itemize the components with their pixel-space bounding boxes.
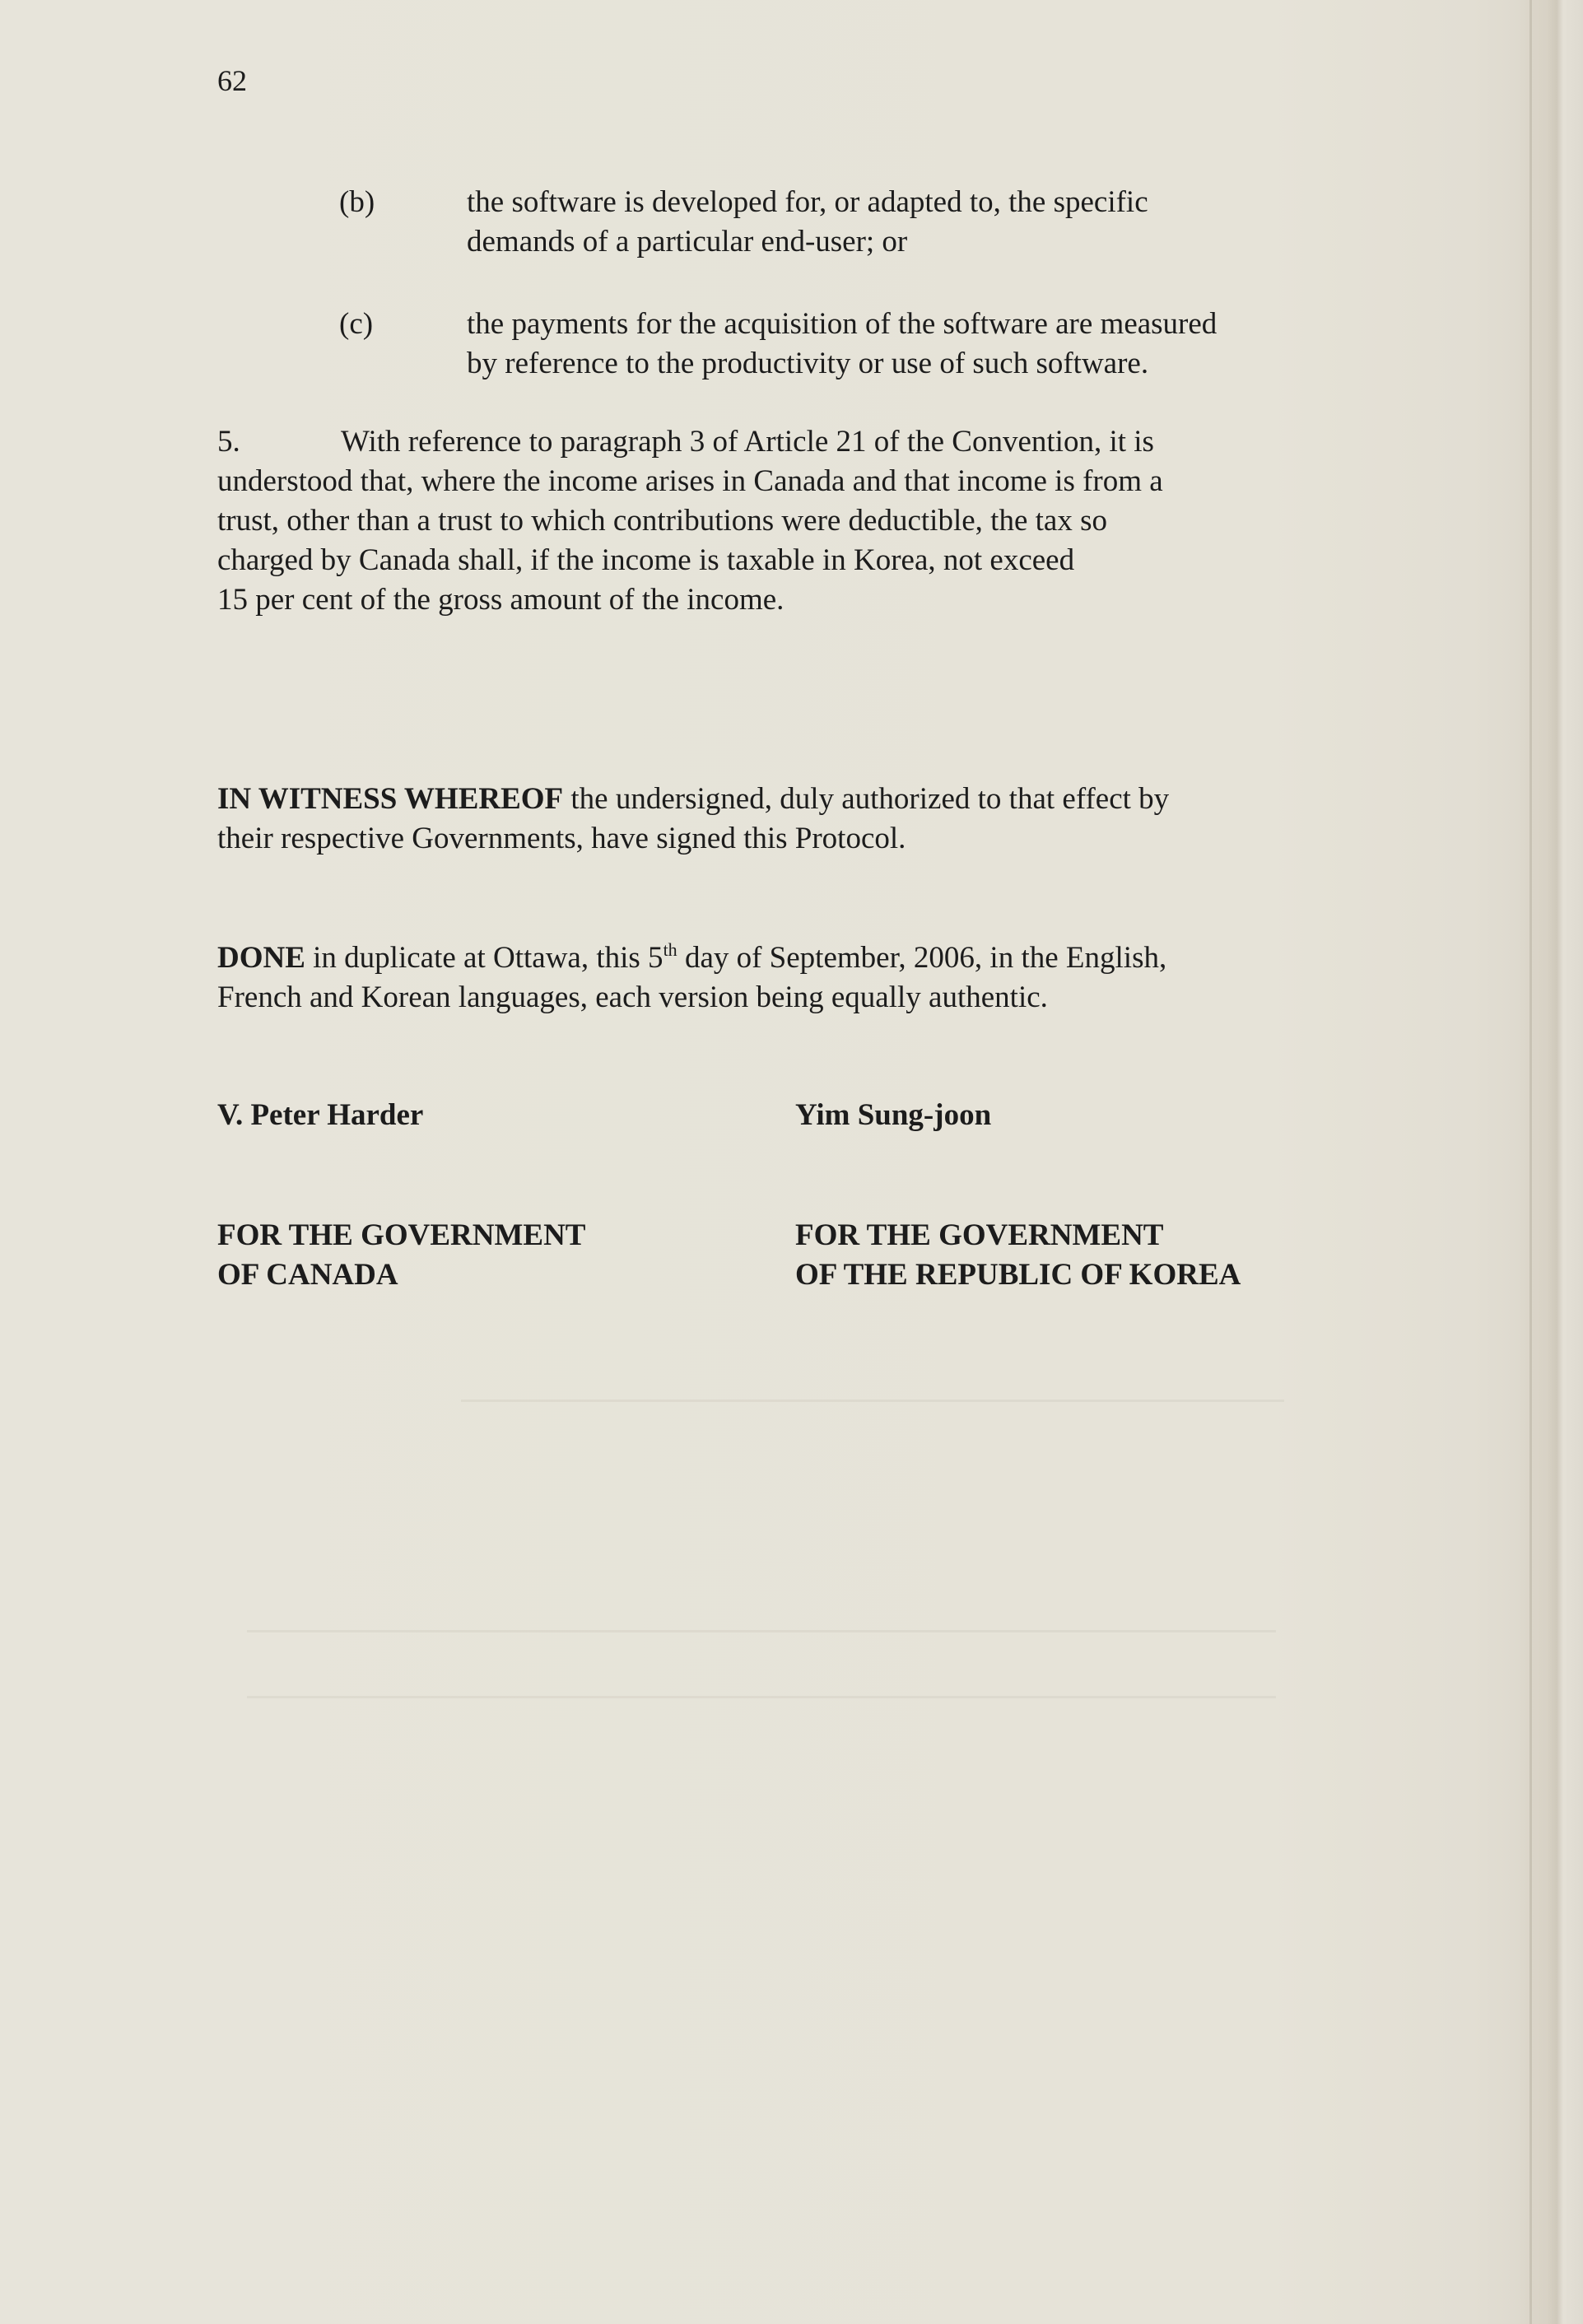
list-item-text — [467, 305, 1339, 384]
government-block-right — [795, 1216, 1241, 1295]
government-line: OF CANADA — [217, 1258, 398, 1292]
text-line: demands of a particular end-user; or — [467, 225, 908, 258]
government-line: OF THE REPUBLIC OF KOREA — [795, 1258, 1241, 1292]
list-marker: (b) — [339, 185, 375, 219]
text-line-content: the undersigned, duly authorized to that effect by — [563, 782, 1170, 816]
government-line: FOR THE GOVERNMENT — [795, 1218, 1164, 1252]
ordinal-suffix: th — [663, 939, 677, 960]
text-line: understood that, where the income arises in Canada and that income is from a — [217, 464, 1163, 498]
list-item-text — [467, 183, 1339, 262]
list-marker: (c) — [339, 307, 374, 341]
signatory-name-right: Yim Sung-joon — [795, 1098, 992, 1132]
government-block-left — [217, 1216, 585, 1295]
text-line: French and Korean languages, each version being equally authentic. — [217, 980, 1048, 1014]
text-line-content: With reference to paragraph 3 of Article 21 of the Convention, it is — [341, 425, 1154, 459]
page-number: 62 — [217, 64, 247, 97]
text-line — [217, 938, 1312, 978]
done-clause — [217, 938, 1312, 1018]
text-line — [217, 780, 1312, 819]
government-line: FOR THE GOVERNMENT — [217, 1218, 586, 1252]
text-line-content: in duplicate at Ottawa, this 5 — [305, 941, 663, 975]
done-lead: DONE — [217, 941, 305, 975]
paragraph-5 — [217, 422, 1312, 620]
text-line: trust, other than a trust to which contributions were deductible, the tax so — [217, 504, 1107, 538]
text-line: by reference to the productivity or use of such software. — [467, 347, 1149, 380]
text-line: their respective Governments, have signed this Protocol. — [217, 822, 906, 855]
page-edge-shadow — [1517, 0, 1583, 2324]
text-line: charged by Canada shall, if the income is taxable in Korea, not exceed — [217, 543, 1075, 577]
text-line: the software is developed for, or adapted to, the specific — [467, 185, 1148, 219]
text-line-content: day of September, 2006, in the English, — [677, 941, 1167, 975]
text-line — [217, 422, 1312, 462]
text-line: 15 per cent of the gross amount of the income. — [217, 583, 785, 617]
text-line: the payments for the acquisition of the software are measured — [467, 307, 1218, 341]
page-fold-line — [1529, 0, 1532, 2324]
paragraph-number: 5. — [217, 425, 240, 459]
witness-lead: IN WITNESS WHEREOF — [217, 782, 564, 816]
signatory-name-left: V. Peter Harder — [217, 1098, 424, 1132]
witness-clause — [217, 780, 1312, 859]
